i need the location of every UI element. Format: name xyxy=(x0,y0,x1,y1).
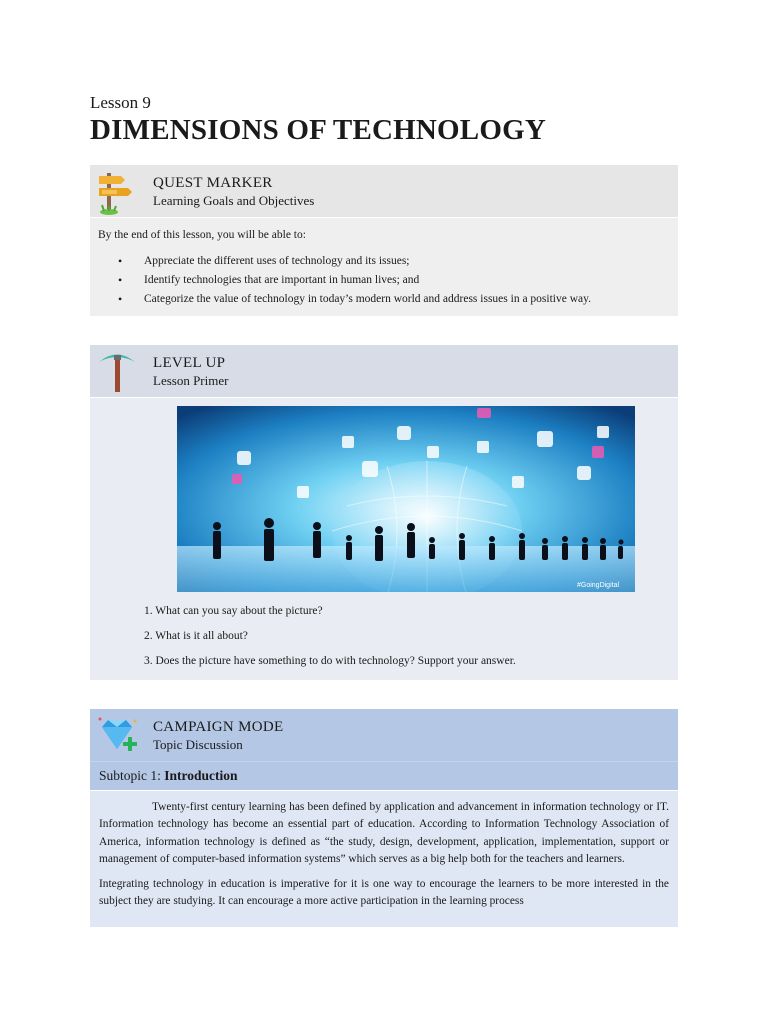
campaign-mode-subtitle: Topic Discussion xyxy=(153,737,243,752)
subtopic-name: Introduction xyxy=(164,768,238,783)
level-up-header xyxy=(90,345,678,397)
campaign-mode-title: CAMPAIGN MODE xyxy=(153,719,284,735)
quest-marker-body xyxy=(90,217,678,316)
quest-marker-subtitle: Learning Goals and Objectives xyxy=(153,193,315,208)
list-item: • Categorize the value of technology in today’s modern world and address issues in a positive way. xyxy=(110,290,591,309)
image-watermark: #GoingDigital xyxy=(577,582,620,589)
quest-marker-header xyxy=(90,165,678,217)
pickaxe-icon xyxy=(90,345,144,397)
subtopic-heading xyxy=(90,761,678,790)
list-item: • Appreciate the different uses of technology and its issues; xyxy=(110,252,591,271)
quest-marker-section xyxy=(90,165,678,316)
paragraph: Twenty-first century learning has been defined by application and advancement in information technology or IT. Information technology has become an essential part of education. According to Information Technology Association of America, information technology is defined as “the study, design, development, application, implementation, support or management of computer-based information systems” which serves as a big help both for the teachers and learners. xyxy=(99,801,669,866)
primer-questions xyxy=(144,604,516,679)
campaign-mode-section xyxy=(90,709,678,927)
level-up-subtitle: Lesson Primer xyxy=(153,373,229,388)
level-up-title: LEVEL UP xyxy=(153,355,226,371)
campaign-mode-body xyxy=(90,790,678,927)
goals-intro: By the end of this lesson, you will be able to: xyxy=(98,229,306,241)
subtopic-prefix: Subtopic 1: xyxy=(99,768,165,783)
paragraph: Integrating technology in education is imperative for it is one way to encourage the learners to be more interested in the subject they are studying. It can encourage a more active participation in the learning process xyxy=(99,877,669,908)
level-up-body xyxy=(90,397,678,680)
technology-illustration xyxy=(177,406,635,592)
signpost-icon xyxy=(90,165,144,217)
list-item: 3. Does the picture have something to do with technology? Support your answer. xyxy=(144,655,516,667)
quest-marker-title: QUEST MARKER xyxy=(153,175,273,191)
list-item: 1. What can you say about the picture? xyxy=(144,605,323,617)
list-item: • Identify technologies that are important in human lives; and xyxy=(110,271,591,290)
goals-list xyxy=(110,252,591,309)
list-item: 2. What is it all about? xyxy=(144,630,248,642)
lesson-label: Lesson 9 xyxy=(90,93,151,112)
page-title: DIMENSIONS OF TECHNOLOGY xyxy=(90,114,546,146)
level-up-section xyxy=(90,345,678,680)
campaign-mode-header xyxy=(90,709,678,761)
diamond-plus-icon xyxy=(90,709,144,761)
